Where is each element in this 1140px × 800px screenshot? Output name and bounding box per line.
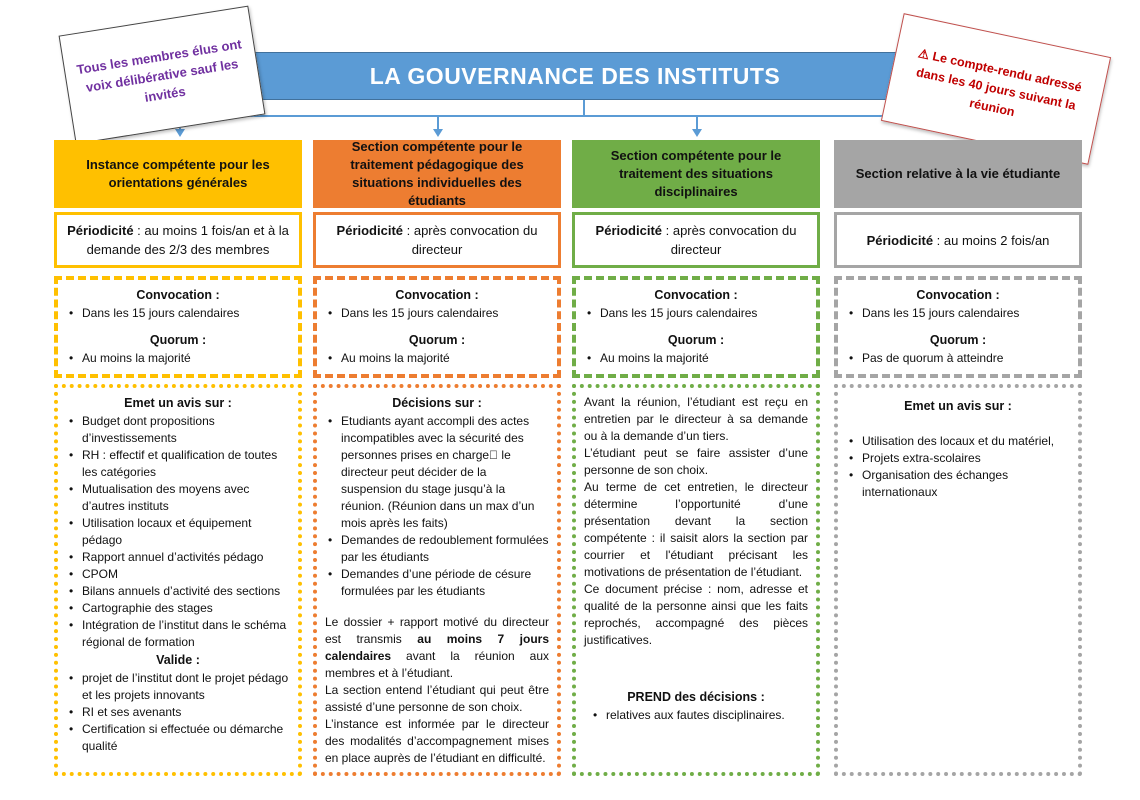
- list-item: • Bilans annuels d’activité des sections: [66, 583, 290, 600]
- column-disciplinary: [572, 140, 820, 776]
- list-item: • Cartographie des stages: [66, 600, 290, 617]
- arrow-head-3: [692, 129, 702, 137]
- list-item: • CPOM: [66, 566, 290, 583]
- column-orientations: [54, 140, 302, 776]
- list-item: • Utilisation locaux et équipement pédago: [66, 515, 290, 549]
- list-item: • Budget dont propositions d’investissements: [66, 413, 290, 447]
- convocation-box: [834, 276, 1082, 378]
- list-item: • Organisation des échanges internationaux: [846, 467, 1070, 501]
- paragraph: La section entend l’étudiant qui peut être assisté d’une personne de son choix.: [325, 683, 549, 714]
- periodicity-box: [313, 212, 561, 268]
- paragraph: Au terme de cet entretien, le directeur détermine l’opportunité d’une présentation devant la section compétente : il saisit alors la section par courrier et l'étudiant précisant les motivations de présentation de l’étudiant.: [584, 480, 808, 579]
- connector-drop-3: [696, 115, 698, 129]
- arrow-head-1: [175, 129, 185, 137]
- column-header: Section compétente pour le traitement des situations disciplinaires: [572, 140, 820, 208]
- periodicity-text: : après convocation du directeur: [403, 223, 538, 257]
- list-item: • Dans les 15 jours calendaires: [846, 305, 1070, 322]
- validate-title: Valide :: [156, 653, 200, 667]
- convocation-title: Convocation :: [916, 288, 1000, 302]
- periodicity-box: [572, 212, 820, 268]
- convocation-box: [313, 276, 561, 378]
- quorum-title: Quorum :: [667, 333, 725, 347]
- paragraph: L’étudiant peut se faire assister d’une personne de son choix.: [584, 446, 808, 477]
- periodicity-text: : au moins 1 fois/an et à la demande des 2/3 des membres: [86, 223, 289, 257]
- list-item: • Mutualisation des moyens avec d’autres instituts: [66, 481, 290, 515]
- list-item: • RH : effectif et qualification de toutes les catégories: [66, 447, 290, 481]
- quorum-title: Quorum :: [408, 333, 466, 347]
- column-pedagogical: [313, 140, 561, 776]
- list-item: • Demandes de redoublement formulées par les étudiants: [325, 532, 549, 566]
- note-left-text: Tous les membres élus ont voix délibérative sauf les invités: [75, 35, 243, 105]
- connector-drop-2: [437, 115, 439, 129]
- convocation-box: [572, 276, 820, 378]
- convocation-box: [54, 276, 302, 378]
- quorum-title: Quorum :: [929, 333, 987, 347]
- list-item: • projet de l’institut dont le projet pédago et les projets innovants: [66, 670, 290, 704]
- connector-vertical: [583, 100, 585, 116]
- convocation-title: Convocation :: [395, 288, 479, 302]
- warning-icon: ⚠: [917, 45, 931, 62]
- periodicity-text: : après convocation du directeur: [662, 223, 797, 257]
- periodicity-box: [834, 212, 1082, 268]
- connector-horizontal: [180, 115, 960, 117]
- convocation-title: Convocation :: [654, 288, 738, 302]
- list-item: • Rapport annuel d’activités pédago: [66, 549, 290, 566]
- column-header: Section compétente pour le traitement pédagogique des situations individuelles des étudiants: [313, 140, 561, 208]
- list-item: • Au moins la majorité: [584, 350, 808, 367]
- list-item: • Dans les 15 jours calendaires: [325, 305, 549, 322]
- arrow-head-2: [433, 129, 443, 137]
- paragraph: Avant la réunion, l’étudiant est reçu en entretien par le directeur à sa demande ou à la demande d’un tiers.: [584, 395, 808, 443]
- note-right-label: Le compte-rendu adressé dans les 40 jours suivant la réunion: [915, 48, 1084, 119]
- periodicity-label: Périodicité: [866, 232, 934, 248]
- list-item: • Etudiants ayant accompli des actes incompatibles avec la sécurité des personnes prises en charge⃞ le directeur peut décider de la suspension du stage jusqu’à la réunion. (Réunion dans un max d’un mois après les faits): [325, 413, 549, 532]
- list-item: • Dans les 15 jours calendaires: [66, 305, 290, 322]
- list-item: • Au moins la majorité: [325, 350, 549, 367]
- column-student-life: [834, 140, 1082, 776]
- periodicity-text: : au moins 2 fois/an: [933, 232, 1050, 248]
- list-item: • relatives aux fautes disciplinaires.: [590, 707, 808, 724]
- quorum-title: Quorum :: [149, 333, 207, 347]
- procedure-box: [572, 384, 820, 776]
- list-item: • Demandes d’une période de césure formulées par les étudiants: [325, 566, 549, 600]
- periodicity-box: [54, 212, 302, 268]
- paragraph: L’instance est informée par le directeur des modalités d’accompagnement mises en place auprès de l’étudiant en difficulté.: [325, 717, 549, 765]
- list-item: • RI et ses avenants: [66, 704, 290, 721]
- paragraph: Ce document précise : nom, adresse et qualité de la personne ainsi que les faits reprochés, accompagné des pièces justificatives.: [584, 582, 808, 647]
- opinion-title: Emet un avis sur :: [904, 399, 1012, 413]
- note-right-text: [895, 41, 1097, 137]
- periodicity-label: Périodicité: [67, 223, 134, 238]
- column-header: Section relative à la vie étudiante: [834, 140, 1082, 208]
- list-item: • Projets extra-scolaires: [846, 450, 1070, 467]
- list-item: • Pas de quorum à atteindre: [846, 350, 1070, 367]
- list-item: • Certification si effectuée ou démarche qualité: [66, 721, 290, 755]
- list-item: • Au moins la majorité: [66, 350, 290, 367]
- opinion-box: [54, 384, 302, 776]
- opinion-box: [834, 384, 1082, 776]
- convocation-title: Convocation :: [136, 288, 220, 302]
- list-item: • Intégration de l’institut dans le schéma régional de formation: [66, 617, 290, 651]
- periodicity-label: Périodicité: [595, 223, 663, 238]
- page-title: LA GOUVERNANCE DES INSTITUTS: [369, 62, 781, 89]
- decisions-title: PREND des décisions :: [627, 690, 765, 704]
- list-item: • Utilisation des locaux et du matériel,: [846, 433, 1070, 450]
- note-voting-members: [59, 6, 266, 145]
- decisions-title: Décisions sur :: [392, 396, 482, 410]
- periodicity-label: Périodicité: [336, 223, 404, 238]
- opinion-title: Emet un avis sur :: [124, 396, 232, 410]
- decisions-box: [313, 384, 561, 776]
- column-header: Instance compétente pour les orientations générales: [54, 140, 302, 208]
- list-item: • Dans les 15 jours calendaires: [584, 305, 808, 322]
- paragraph: Le dossier + rapport motivé du directeur est transmis au moins 7 jours calendaires avant la réunion aux membres et à l’étudiant.: [325, 615, 549, 680]
